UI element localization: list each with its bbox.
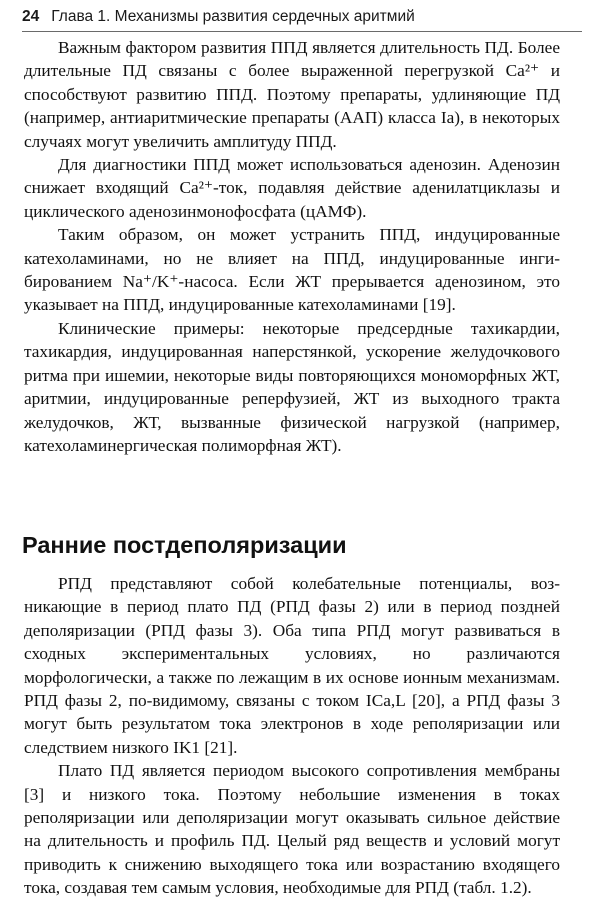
paragraph: Клинические примеры: некоторые предсердные тахикардии, тахикардия, индуцированная наперстянкой, ускорение желудочкового ритма при ишемии, некоторые виды повторяющихся мономорфных ЖТ, аритмии, индуцированные реперфузией, ЖТ из выходного тракта желудочков, ЖТ, вызванные физической нагрузкой (например, катехоламинергическая полиморфная ЖТ). — [24, 318, 560, 455]
paragraph: Для диагностики ППД может использоваться аденозин. Аденозин снижает входящий Ca²⁺-ток, подавляя действие аденилатциклазы и циклического аденозинмонофосфата (цАМФ). — [24, 155, 560, 221]
paragraph: Важным фактором развития ППД является длительность ПД. Более длительные ПД связаны с более выраженной перегрузкой Ca²⁺ и способствуют развитию ППД. Поэтому препараты, удлиняющие ПД (например, антиаритмические препараты (ААП) класса Ia), в некоторых случаях могут увеличить амплитуду ППД. — [24, 38, 560, 151]
text-block-bottom — [24, 572, 560, 900]
text-block-top — [24, 36, 560, 457]
paragraph: Плато ПД является периодом высокого сопротивления мембраны [3] и низкого тока. Поэтому небольшие изменения в токах реполяризации или деполяризации могут оказывать сильное действие на длительность и профиль ПД. Целый ряд веществ и условий могут приводить к снижению выходящего тока или возрастанию входящего тока, создавая тем самым условия, необходимые для РПД (табл. 1.2). — [24, 761, 560, 898]
section-heading: Ранние постдеполяризации — [22, 532, 347, 558]
header-divider — [22, 31, 582, 32]
page-number: 24 — [22, 8, 40, 25]
running-header — [22, 8, 415, 26]
paragraph: РПД представляют собой колебательные потенциалы, возникающие в период плато ПД (РПД фазы 2) или в период поздней деполяризации (РПД фазы 3). Оба типа РПД могут развиваться в сходных экспериментальных условиях, но различаются морфологически, а также по лежащим в их основе ионным механизмам. РПД фазы 2, по-видимому, связаны с током ICa,L [20], а РПД фазы 3 могут быть результатом тока электронов в ходе реполяризации или следствием низкого IK1 [21]. — [24, 574, 560, 757]
paragraph: Таким образом, он может устранить ППД, индуцированные катехоламинами, но не влияет на ППД, индуцированные ингибированием Na⁺/K⁺-насоса. Если ЖТ прерывается аденозином, это указывает на ППД, индуцированные катехоламинами [19]. — [24, 225, 560, 315]
chapter-title: Глава 1. Механизмы развития сердечных аритмий — [51, 8, 415, 25]
